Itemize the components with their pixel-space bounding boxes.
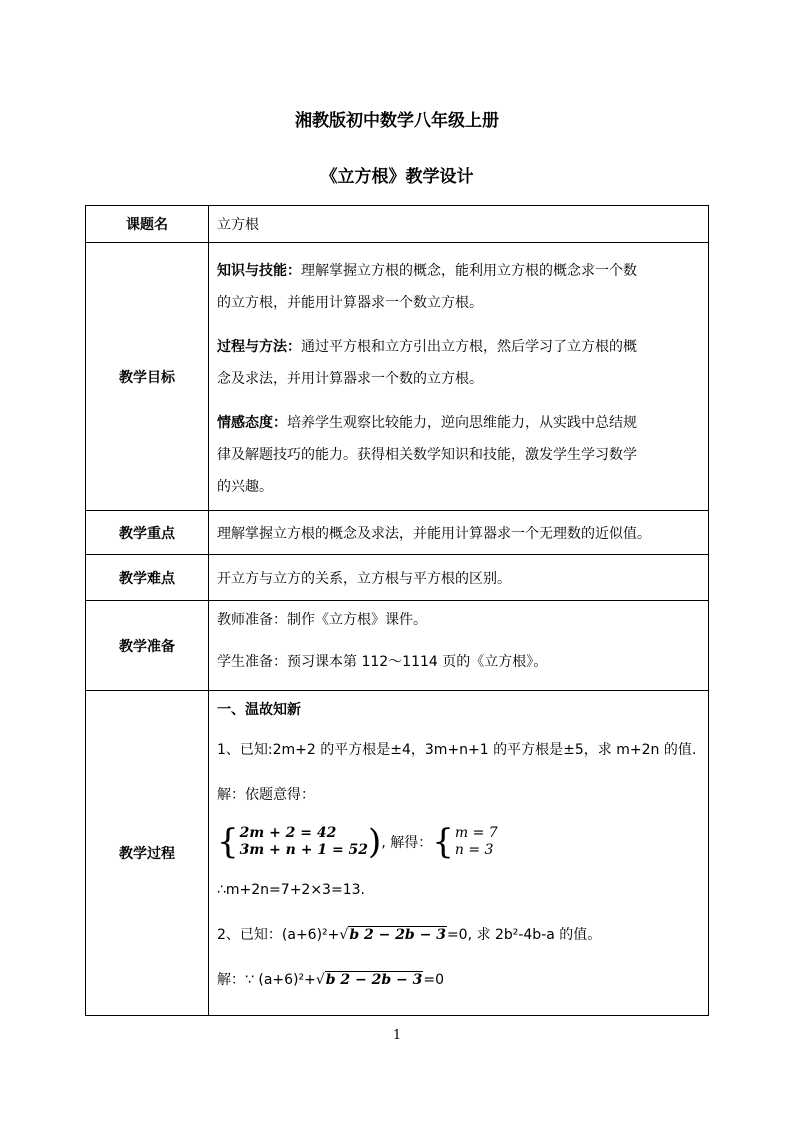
difficulties-label: 教学难点 — [86, 555, 209, 601]
right-paren-icon: ) — [368, 822, 382, 862]
sqrt-icon: √ — [339, 927, 349, 943]
key-points-label: 教学重点 — [86, 511, 209, 555]
q1-solution-intro: 解：依题意得： — [217, 787, 315, 803]
q1-result-1: m = 7 — [454, 825, 498, 841]
left-brace-icon: { — [432, 822, 454, 862]
question-1: 1、已知:2m+2 的平方根是±4，3m+n+1 的平方根是±5，求 m+2n 的值. — [217, 742, 697, 758]
goal-process: 过程与方法：通过平方根和立方引出立方根，然后学习了立方根的概 念及求法，并用计算器求一个数的立方根。 — [217, 339, 637, 387]
q1-equation-system — [217, 817, 702, 867]
document-title: 湘教版初中数学八年级上册 — [295, 111, 499, 131]
q1-answer: ∴m+2n=7+2×3=13. — [217, 882, 365, 898]
sqrt-icon: √ — [315, 972, 325, 988]
row-difficulties — [86, 555, 709, 601]
left-brace-icon: { — [217, 822, 239, 862]
topic-label: 课题名 — [86, 206, 209, 243]
topic-value: 立方根 — [217, 217, 259, 233]
q1-equation-2: 3m + n + 1 = 52 — [239, 842, 369, 858]
q1-equation-1: 2m + 2 = 42 — [239, 825, 337, 841]
goal-knowledge: 知识与技能：理解掌握立方根的概念，能利用立方根的概念求一个数 的立方根，并能用计算器求一个数立方根。 — [217, 263, 637, 311]
teacher-preparation: 教师准备：制作《立方根》课件。 — [217, 612, 427, 628]
goals-label: 教学目标 — [86, 243, 209, 511]
q1-solve-text: , 解得： — [381, 835, 433, 851]
preparation-label: 教学准备 — [86, 601, 209, 691]
lesson-plan-table — [85, 205, 709, 1016]
row-goals — [86, 243, 709, 511]
document-subtitle: 《立方根》教学设计 — [320, 167, 474, 187]
goal-emotion: 情感态度：培养学生观察比较能力，逆向思维能力，从实践中总结规 律及解题技巧的能力。获得相关数学知识和技能，激发学生学习数学 的兴趣。 — [217, 415, 637, 495]
page-number: 1 — [392, 1028, 402, 1043]
row-topic — [86, 206, 709, 243]
process-label: 教学过程 — [86, 691, 209, 1016]
row-key-points — [86, 511, 709, 555]
key-points-value: 理解掌握立方根的概念及求法，并能用计算器求一个无理数的近似值。 — [217, 525, 651, 542]
question-2: 2、已知：(a+6)²+√b 2 − 2b − 3=0, 求 2b²-4b-a 的值。 — [217, 927, 602, 943]
q2-solution: 解：∵ (a+6)²+√b 2 − 2b − 3=0 — [217, 972, 445, 988]
section-review: 一、温故知新 — [217, 702, 301, 718]
difficulties-value: 开立方与立方的关系，立方根与平方根的区别。 — [217, 570, 511, 587]
row-process — [86, 691, 709, 1016]
student-preparation: 学生准备：预习课本第 112～1114 页的《立方根》。 — [217, 654, 548, 670]
q1-result-2: n = 3 — [454, 842, 494, 858]
row-preparation — [86, 601, 709, 691]
